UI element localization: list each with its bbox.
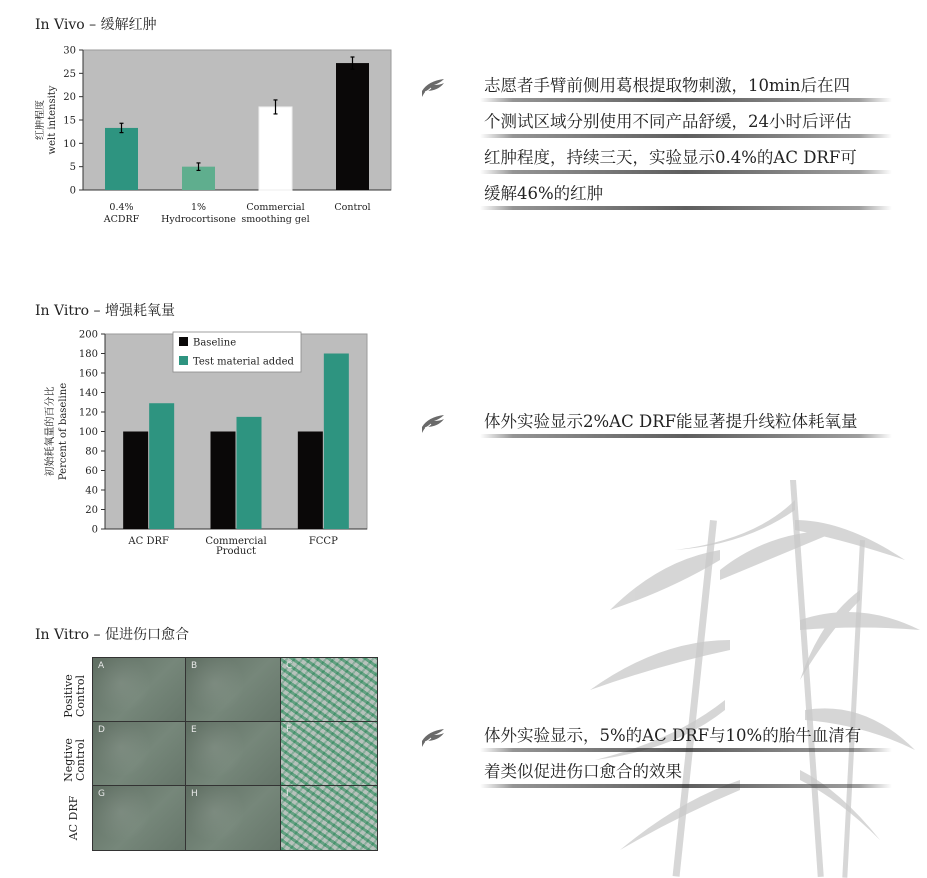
legend-swatch (179, 356, 188, 365)
bar (298, 432, 323, 530)
note-wound (452, 718, 902, 790)
note-line: 志愿者手臂前侧用葛根提取物刺激，10min后在四 (484, 68, 902, 104)
x-tick-label (205, 536, 266, 557)
y-axis-title-line: 初始耗氧量的百分比 (45, 386, 56, 477)
bamboo-decoration (560, 480, 927, 878)
bar (211, 432, 236, 530)
y-tick-label: 30 (63, 45, 76, 57)
y-axis-title (43, 383, 69, 480)
oxygen-consumption-chart (35, 326, 375, 561)
panel-letter: I (286, 789, 289, 799)
y-tick-label: 5 (69, 162, 76, 174)
note-line: 着类似促进伤口愈合的效果 (484, 754, 902, 790)
x-tick-label-line: 1% (190, 202, 207, 213)
micrograph-panel (93, 786, 185, 850)
bar (336, 63, 369, 190)
section-title-oxygen: In Vitro – 增强耗氧量 (35, 303, 175, 319)
x-tick-label-line: FCCP (308, 536, 338, 547)
note-line: 红肿程度，持续三天，实验显示0.4%的AC DRF可 (484, 140, 902, 176)
x-tick-label (309, 536, 338, 547)
panel-letter: E (191, 725, 197, 735)
y-tick-label: 0 (69, 185, 76, 197)
y-tick-label: 60 (85, 466, 98, 477)
y-tick-label: 15 (63, 115, 76, 127)
y-tick-label: 80 (85, 446, 98, 458)
row-label-ac-drf: AC DRF (67, 795, 80, 841)
panel-letter: B (191, 661, 198, 671)
y-tick-label: 0 (91, 524, 98, 536)
note-line: 缓解46%的红肿 (484, 176, 902, 212)
x-tick-label-line: Product (216, 546, 256, 557)
micrograph-panel (186, 722, 280, 785)
note-in-vivo (452, 68, 902, 212)
y-axis-title-line: welt intensity (47, 85, 58, 155)
micrograph-panel (93, 722, 185, 785)
y-tick-label: 160 (78, 368, 98, 380)
legend (173, 332, 301, 372)
bar (149, 403, 174, 529)
panel-letter: G (98, 789, 105, 799)
bar (105, 128, 138, 190)
x-tick-label-line: Control (334, 202, 371, 213)
row-label-positive-control: Positive Control (62, 674, 87, 718)
row-label-negative-control: Negtive Control (62, 738, 87, 782)
y-tick-label: 25 (63, 68, 76, 80)
x-tick-label-line: Hydrocortisone (161, 214, 236, 225)
y-axis-title-line: 红肿程度 (35, 100, 46, 140)
legend-label: Baseline (193, 337, 237, 349)
y-tick-label: 20 (85, 505, 98, 516)
welt-intensity-chart (35, 38, 405, 248)
y-tick-label: 180 (78, 349, 98, 360)
x-tick-label-line: 0.4% (109, 202, 134, 213)
x-tick-label (161, 202, 236, 225)
x-tick-label-line: Commercial (205, 536, 267, 547)
x-tick-label-line: ACDRF (103, 214, 140, 225)
bar (237, 417, 262, 529)
panel-letter: F (286, 725, 292, 735)
y-tick-label: 140 (78, 388, 98, 399)
panel-letter: A (98, 661, 105, 671)
panel-letter: C (286, 661, 293, 671)
x-tick-label (241, 202, 309, 225)
section-title-wound: In Vitro – 促进伤口愈合 (35, 627, 189, 643)
y-tick-label: 120 (78, 407, 98, 419)
note-oxygen (452, 404, 902, 440)
x-tick-label (103, 202, 140, 225)
bar (259, 107, 292, 190)
brush-pen-icon (420, 410, 448, 446)
micrograph-panel (281, 658, 377, 721)
section-title-in-vivo: In Vivo – 缓解红肿 (35, 17, 157, 33)
panel-letter: H (191, 789, 198, 799)
y-tick-label: 20 (63, 92, 76, 104)
wound-healing-image-grid (92, 657, 378, 851)
micrograph-panel (93, 658, 185, 721)
y-tick-label: 40 (85, 485, 98, 497)
y-axis-title (35, 85, 58, 154)
x-tick-label-line: Commercial (246, 202, 305, 213)
legend-label: Test material added (193, 356, 294, 368)
micrograph-panel (186, 786, 280, 850)
bar (123, 432, 148, 530)
panel-letter: D (98, 725, 105, 735)
x-tick-label (127, 536, 169, 547)
y-tick-label: 200 (78, 329, 98, 341)
note-line: 体外实验显示2%AC DRF能显著提升线粒体耗氧量 (484, 404, 902, 440)
note-line: 个测试区域分别使用不同产品舒缓，24小时后评估 (484, 104, 902, 140)
y-tick-label: 100 (78, 427, 98, 438)
bar (324, 354, 349, 530)
note-line: 体外实验显示，5%的AC DRF与10%的胎牛血清有 (484, 718, 902, 754)
y-tick-label: 10 (63, 138, 76, 150)
micrograph-panel (186, 658, 280, 721)
y-axis-title-line: Percent of baseline (58, 382, 69, 481)
x-tick-label-line: AC DRF (128, 536, 169, 547)
brush-pen-icon (420, 74, 448, 110)
x-tick-label-line: smoothing gel (241, 214, 310, 225)
brush-pen-icon (420, 724, 448, 760)
legend-swatch (179, 337, 188, 346)
x-tick-label (334, 202, 370, 213)
micrograph-panel (281, 786, 377, 850)
micrograph-panel (281, 722, 377, 785)
